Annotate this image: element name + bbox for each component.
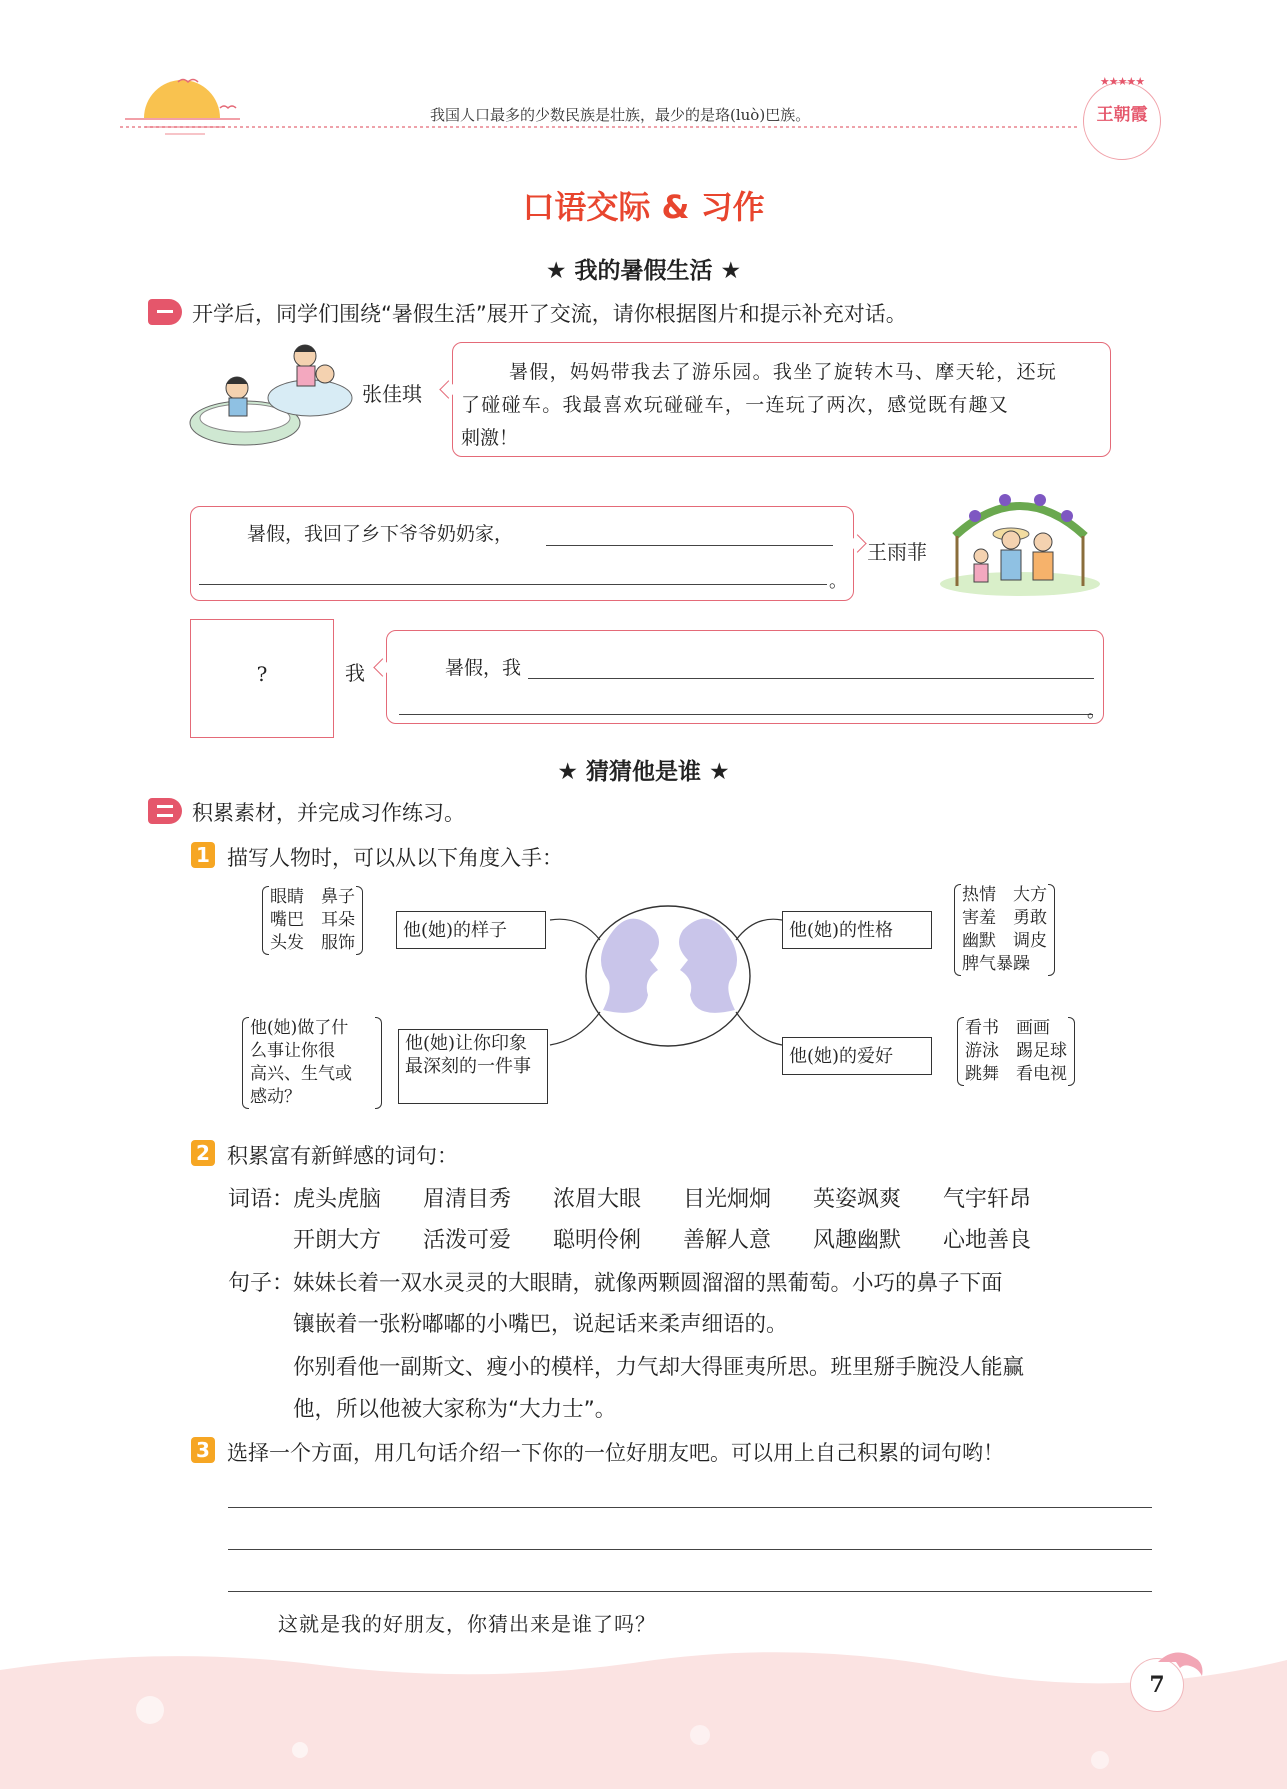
answer-line[interactable] bbox=[399, 714, 1093, 715]
stars-icon: ★★★★★ bbox=[1099, 75, 1145, 88]
speech1-line: 刺激！ bbox=[461, 427, 519, 449]
word-item: 活泼可爱 bbox=[423, 1228, 512, 1253]
speech1-line: 暑假，妈妈带我去了游乐园。我坐了旋转木马、摩天轮，还玩 bbox=[509, 361, 1058, 383]
answer-line[interactable] bbox=[546, 545, 833, 546]
personality-items: 热情 大方 害羞 勇敢 幽默 调皮 脾气暴躁 bbox=[962, 885, 1047, 974]
dolphin-icon bbox=[1150, 1640, 1210, 1700]
hobby-items: 看书 画画 游泳 踢足球 跳舞 看电视 bbox=[965, 1018, 1067, 1084]
speaker2-name: 王雨菲 bbox=[867, 540, 927, 564]
node-event: 他(她)让你印象最深刻的一件事 bbox=[398, 1029, 548, 1104]
word-item: 浓眉大眼 bbox=[553, 1187, 642, 1212]
speech-bubble-2 bbox=[190, 506, 854, 601]
speech3-period: 。 bbox=[1087, 701, 1105, 722]
word-item: 英姿飒爽 bbox=[813, 1187, 902, 1212]
section1-badge bbox=[148, 299, 182, 325]
q3-number: 3 bbox=[191, 1437, 215, 1463]
word-item: 眉清目秀 bbox=[423, 1187, 512, 1212]
writing-line[interactable] bbox=[228, 1591, 1152, 1592]
writing-line[interactable] bbox=[228, 1549, 1152, 1550]
speech-bubble-1 bbox=[452, 342, 1111, 457]
header-fact: 我国人口最多的少数民族是壮族，最少的是珞(luò)巴族。 bbox=[430, 106, 811, 124]
sentence2-line1: 你别看他一副斯文、瘦小的模样，力气却大得匪夷所思。班里掰手腕没人能赢 bbox=[293, 1355, 1025, 1380]
speech1-line: 了碰碰车。我最喜欢玩碰碰车，一连玩了两次，感觉既有趣又 bbox=[461, 394, 1010, 416]
sentence1-line2: 镶嵌着一张粉嘟嘟的小嘴巴，说起话来柔声细语的。 bbox=[293, 1312, 788, 1337]
speaker1-name: 张佳琪 bbox=[362, 382, 422, 406]
q3-text: 选择一个方面，用几句话介绍一下你的一位好朋友吧。可以用上自己积累的词句哟！ bbox=[227, 1441, 1004, 1465]
sentence2-line2: 他，所以他被大家称为“大力士”。 bbox=[293, 1397, 617, 1422]
stamp-text: 王朝霞 bbox=[1096, 105, 1148, 125]
footer-wave bbox=[0, 1640, 1287, 1789]
speech-bubble-3 bbox=[386, 630, 1104, 724]
bumper-car-illustration bbox=[185, 338, 355, 458]
page-number: 7 bbox=[1130, 1658, 1184, 1712]
writing-line[interactable] bbox=[228, 1507, 1152, 1508]
speaker3-name: 我 bbox=[345, 661, 365, 685]
node-appearance: 他(她)的样子 bbox=[396, 911, 546, 949]
publisher-stamp bbox=[1083, 75, 1161, 160]
grape-farm-illustration bbox=[935, 476, 1105, 601]
word-item: 目光炯炯 bbox=[683, 1187, 772, 1212]
word-item: 虎头虎脑 bbox=[293, 1187, 382, 1212]
q3-closing: 这就是我的好朋友，你猜出来是谁了吗？ bbox=[278, 1612, 656, 1636]
q2-text: 积累富有新鲜感的词句： bbox=[227, 1144, 458, 1168]
node-hobby: 他(她)的爱好 bbox=[782, 1037, 932, 1075]
section2-badge bbox=[148, 798, 182, 824]
q1-text: 描写人物时，可以从以下角度入手： bbox=[227, 846, 563, 870]
speech2-text: 暑假，我回了乡下爷爷奶奶家， bbox=[247, 523, 514, 545]
photo-placeholder[interactable]: ? bbox=[190, 619, 334, 738]
answer-line[interactable] bbox=[199, 584, 827, 585]
node-personality: 他(她)的性格 bbox=[782, 911, 932, 949]
word-item: 风趣幽默 bbox=[813, 1228, 902, 1253]
appearance-items: 眼睛 鼻子 嘴巴 耳朵 头发 服饰 bbox=[270, 887, 355, 953]
word-item: 聪明伶俐 bbox=[553, 1228, 642, 1253]
q2-number: 2 bbox=[191, 1140, 215, 1166]
speech3-text: 暑假，我 bbox=[445, 657, 522, 679]
word-item: 善解人意 bbox=[683, 1228, 772, 1253]
section2-subtitle: ★ 猜猜他是谁 ★ bbox=[557, 759, 730, 785]
section1-subtitle: ★ 我的暑假生活 ★ bbox=[545, 258, 742, 284]
words-label: 词语： bbox=[228, 1187, 295, 1212]
speech2-period: 。 bbox=[829, 571, 847, 592]
sentences-label: 句子： bbox=[228, 1271, 295, 1296]
section1-instruction: 开学后，同学们围绕“暑假生活”展开了交流，请你根据图片和提示补充对话。 bbox=[192, 302, 907, 326]
word-item: 心地善良 bbox=[943, 1228, 1032, 1253]
sentence1-line1: 妹妹长着一双水灵灵的大眼睛，就像两颗圆溜溜的黑葡萄。小巧的鼻子下面 bbox=[293, 1271, 1003, 1296]
q1-number: 1 bbox=[191, 842, 215, 868]
word-item: 开朗大方 bbox=[293, 1228, 382, 1253]
section2-instruction: 积累素材，并完成习作练习。 bbox=[192, 801, 465, 825]
event-items: 他(她)做了什 么事让你很 高兴、生气或 感动？ bbox=[250, 1017, 374, 1109]
answer-line[interactable] bbox=[528, 678, 1094, 679]
word-item: 气宇轩昂 bbox=[943, 1187, 1032, 1212]
page-title: 口语交际 & 习作 bbox=[522, 188, 765, 226]
